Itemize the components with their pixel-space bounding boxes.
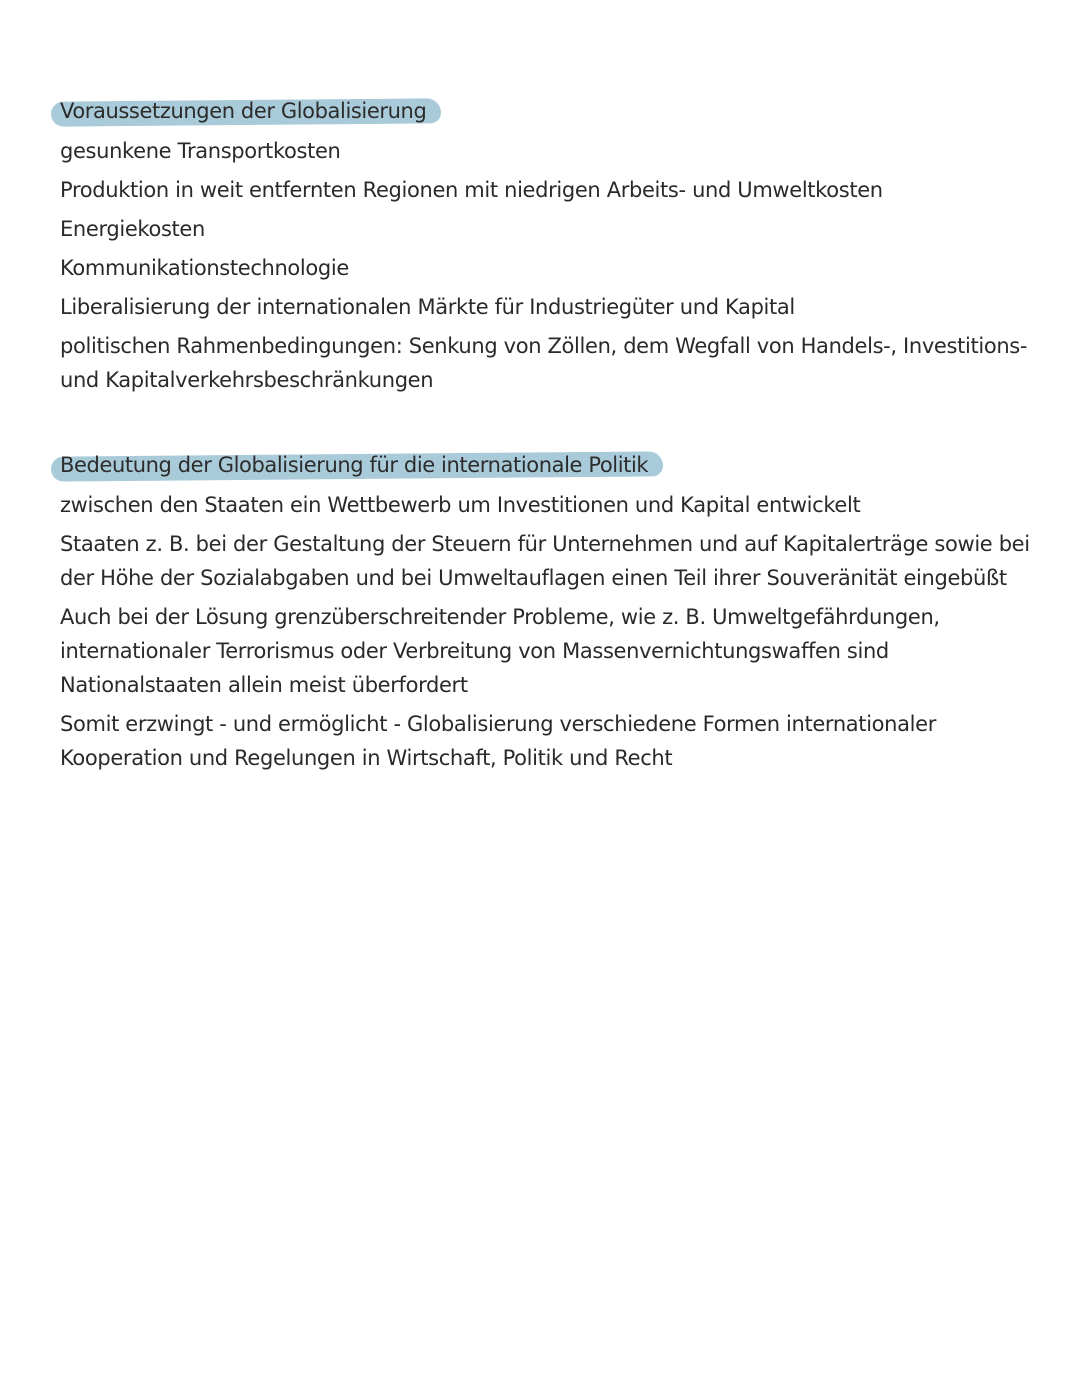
list-item: politischen Rahmenbedingungen: Senkung von Zöllen, dem Wegfall von Handels-, Investitions- und Kapitalverkehrsbeschränkungen (60, 334, 1028, 392)
list-item: Energiekosten (60, 217, 205, 241)
list-item: Somit erzwingt - und ermöglicht - Globalisierung verschiedene Formen internationaler Kooperation und Regelungen in Wirtschaft, Politik und Recht (60, 712, 936, 770)
section-significance (60, 447, 1050, 775)
section-prerequisites (60, 93, 1050, 397)
list-item: Kommunikationstechnologie (60, 256, 349, 280)
section-heading: Voraussetzungen der Globalisierung (58, 93, 436, 129)
list-item: zwischen den Staaten ein Wettbewerb um Investitionen und Kapital entwickelt (60, 493, 861, 517)
list-item: Liberalisierung der internationalen Märkte für Industriegüter und Kapital (60, 295, 795, 319)
list-item: Produktion in weit entfernten Regionen mit niedrigen Arbeits- und Umweltkosten (60, 178, 883, 202)
list-item: gesunkene Transportkosten (60, 139, 341, 163)
section-heading: Bedeutung der Globalisierung für die internationale Politik (58, 447, 658, 483)
list-item: Auch bei der Lösung grenzüberschreitender Probleme, wie z. B. Umweltgefährdungen, internationaler Terrorismus oder Verbreitung von Massenvernichtungswaffen sind Nationalstaaten allein meist überfordert (60, 605, 940, 697)
list-item: Staaten z. B. bei der Gestaltung der Steuern für Unternehmen und auf Kapitalerträge sowie bei der Höhe der Sozialabgaben und bei Umweltauflagen einen Teil ihrer Souveränität eingebüßt (60, 532, 1030, 590)
